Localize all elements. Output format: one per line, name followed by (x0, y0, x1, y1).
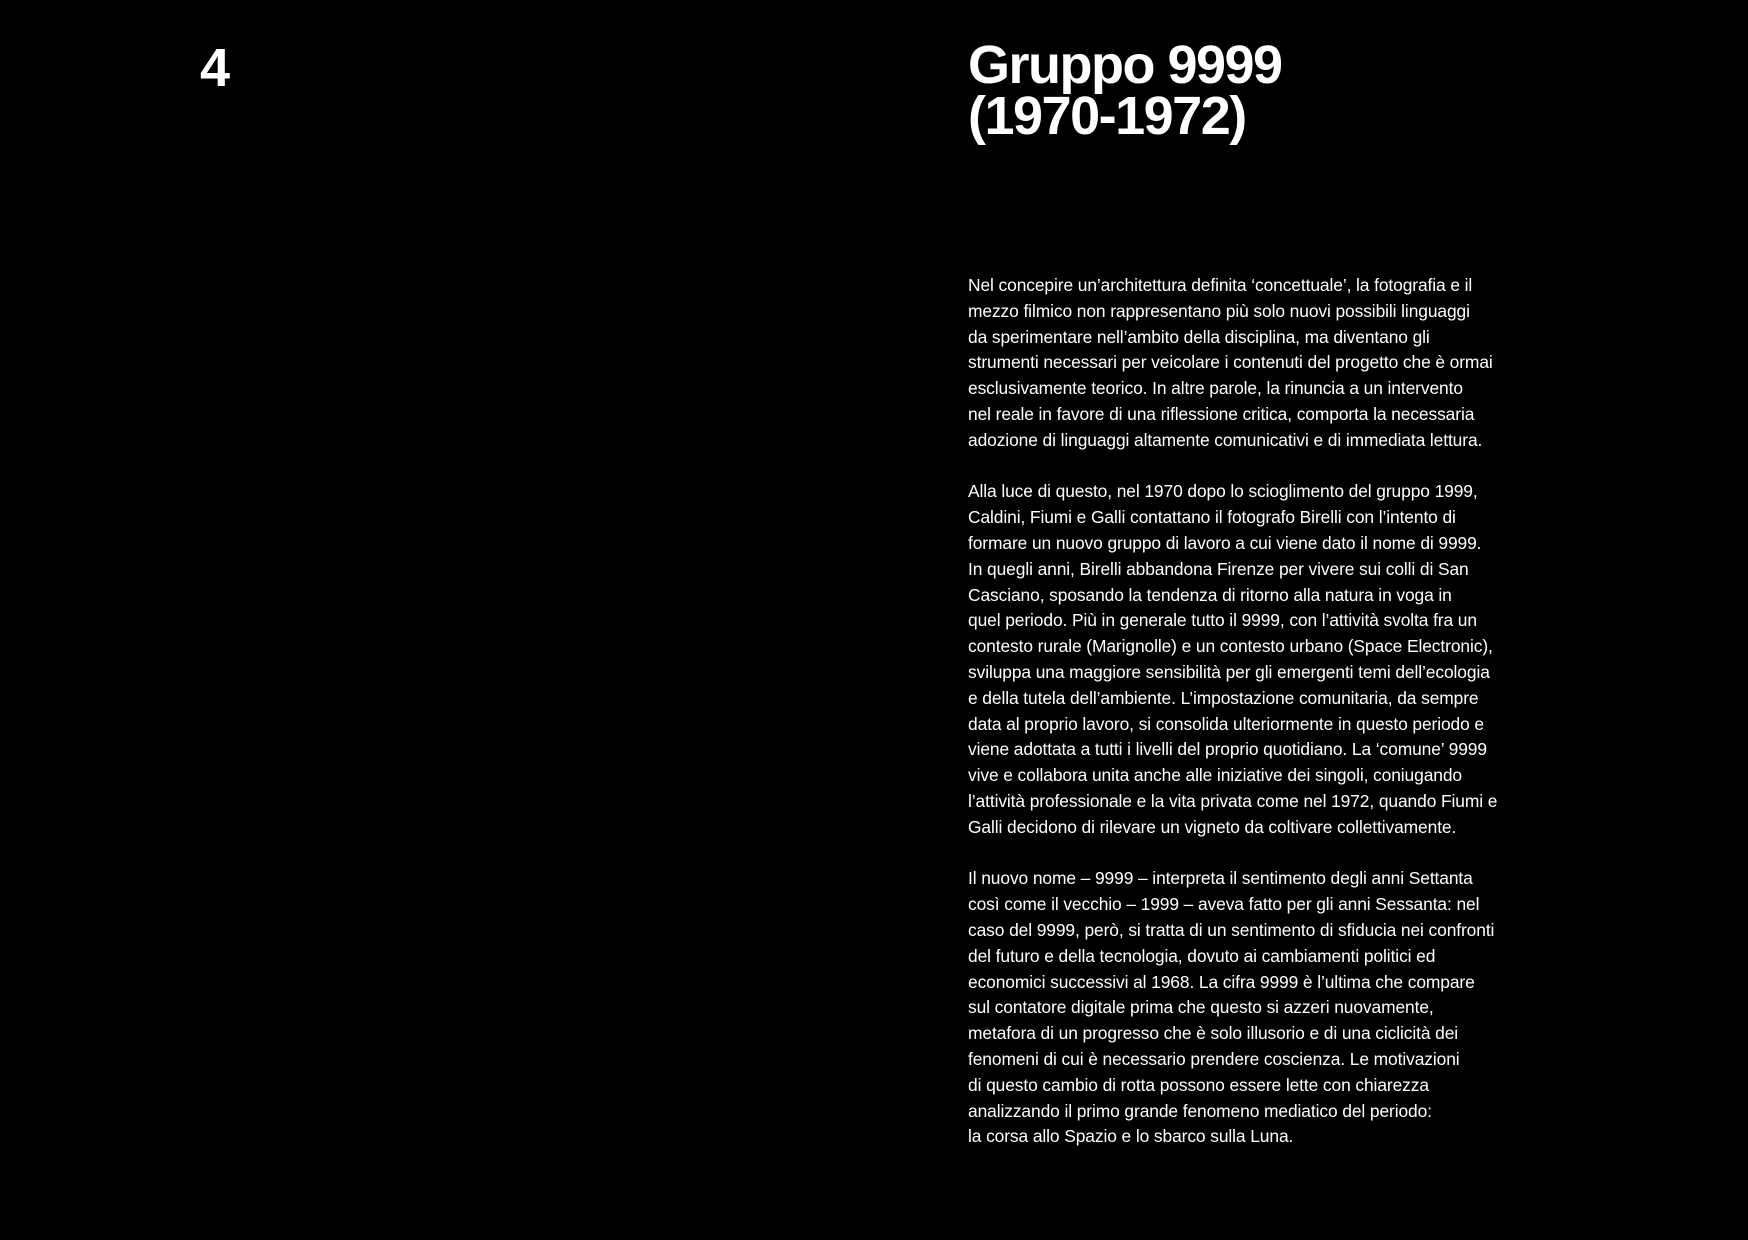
body-paragraph (968, 479, 1558, 840)
paragraph-line: metafora di un progresso che è solo illusorio e di una ciclicità dei (968, 1023, 1459, 1044)
body-paragraph (968, 273, 1558, 454)
chapter-title-line-2: (1970-1972) (968, 86, 1246, 146)
paragraph-line: di questo cambio di rotta possono essere lette con chiarezza (968, 1074, 1429, 1095)
paragraph-line: Caldini, Fiumi e Galli contattano il fotografo Birelli con l’intento di (968, 507, 1456, 528)
chapter-title-line-1: Gruppo 9999 (968, 35, 1282, 95)
paragraph-line: sul contatore digitale prima che questo si azzeri nuovamente, (968, 997, 1434, 1018)
paragraph-line: sviluppa una maggiore sensibilità per gli emergenti temi dell’ecologia (968, 661, 1490, 682)
paragraph-line: da sperimentare nell’ambito della disciplina, ma diventano gli (968, 326, 1430, 347)
paragraph-line: adozione di linguaggi altamente comunicativi e di immediata lettura. (968, 429, 1483, 450)
paragraph-line: fenomeni di cui è necessario prendere coscienza. Le motivazioni (968, 1048, 1460, 1069)
paragraph-line: vive e collabora unita anche alle iniziative dei singoli, coniugando (968, 765, 1462, 786)
paragraph-line: così come il vecchio – 1999 – aveva fatto per gli anni Sessanta: nel (968, 894, 1480, 915)
chapter-title (968, 35, 1282, 146)
paragraph-line: nel reale in favore di una riflessione critica, comporta la necessaria (968, 403, 1475, 424)
paragraph-line: del futuro e della tecnologia, dovuto ai cambiamenti politici ed (968, 945, 1436, 966)
paragraph-line: quel periodo. Più in generale tutto il 9999, con l’attività svolta fra un (968, 610, 1477, 631)
paragraph-line: economici successivi al 1968. La cifra 9999 è l’ultima che compare (968, 971, 1475, 992)
paragraph-line: viene adottata a tutti i livelli del proprio quotidiano. La ‘comune’ 9999 (968, 739, 1487, 760)
chapter-number: 4 (200, 38, 230, 98)
paragraph-line: Alla luce di questo, nel 1970 dopo lo scioglimento del gruppo 1999, (968, 481, 1478, 502)
paragraph-line: caso del 9999, però, si tratta di un sentimento di sfiducia nei confronti (968, 919, 1495, 940)
paragraph-line: contesto rurale (Marignolle) e un contesto urbano (Space Electronic), (968, 636, 1493, 657)
paragraph-line: la corsa allo Spazio e lo sbarco sulla Luna. (968, 1126, 1294, 1147)
paragraph-line: Il nuovo nome – 9999 – interpreta il sentimento degli anni Settanta (968, 868, 1473, 889)
body-text (968, 273, 1558, 1176)
paragraph-line: e della tutela dell’ambiente. L’impostazione comunitaria, da sempre (968, 687, 1479, 708)
paragraph-line: mezzo filmico non rappresentano più solo nuovi possibili linguaggi (968, 300, 1470, 321)
paragraph-line: Galli decidono di rilevare un vigneto da coltivare collettivamente. (968, 816, 1457, 837)
paragraph-line: esclusivamente teorico. In altre parole, la rinuncia a un intervento (968, 378, 1463, 399)
paragraph-line: Casciano, sposando la tendenza di ritorno alla natura in voga in (968, 584, 1452, 605)
paragraph-line: data al proprio lavoro, si consolida ulteriormente in questo periodo e (968, 713, 1484, 734)
right-page (874, 0, 1748, 1240)
paragraph-line: In quegli anni, Birelli abbandona Firenze per vivere sui colli di San (968, 558, 1469, 579)
paragraph-line: Nel concepire un’architettura definita ‘concettuale’, la fotografia e il (968, 275, 1473, 295)
paragraph-line: l’attività professionale e la vita privata come nel 1972, quando Fiumi e (968, 790, 1498, 811)
paragraph-line: strumenti necessari per veicolare i contenuti del progetto che è ormai (968, 352, 1493, 373)
paragraph-line: formare un nuovo gruppo di lavoro a cui viene dato il nome di 9999. (968, 532, 1482, 553)
paragraph-line: analizzando il primo grande fenomeno mediatico del periodo: (968, 1100, 1432, 1121)
body-paragraph (968, 866, 1558, 1150)
